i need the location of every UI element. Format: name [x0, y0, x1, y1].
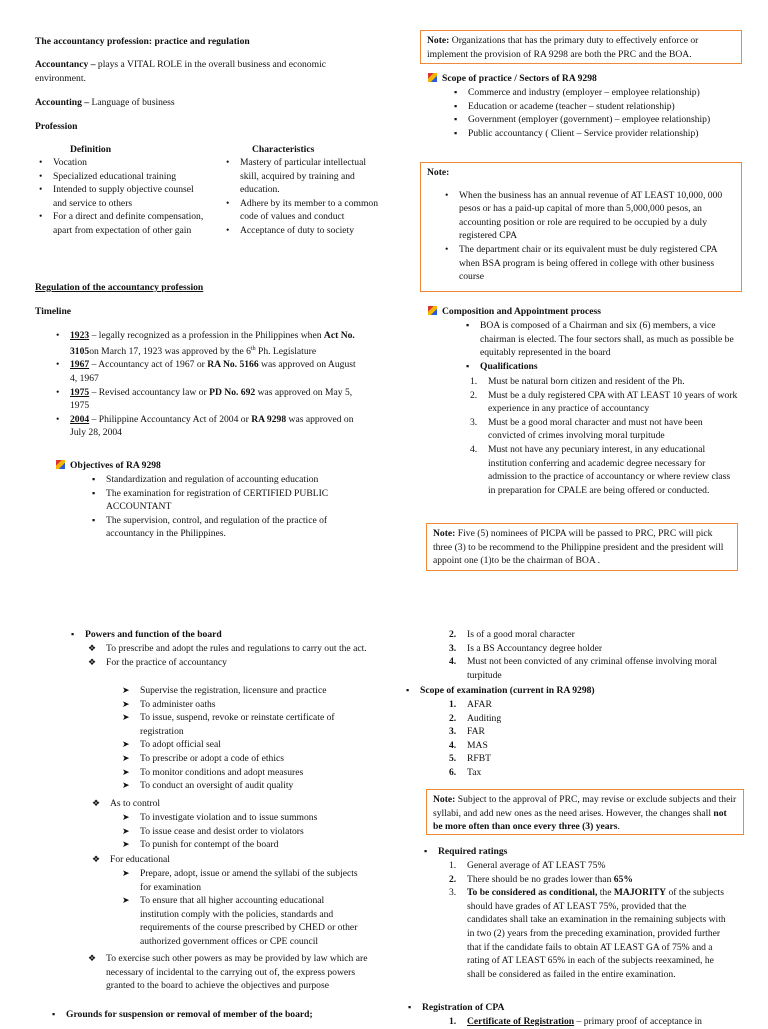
regulation-heading: Regulation of the accountancy profession: [35, 282, 204, 293]
ratings-heading: ▪ Required ratings: [420, 845, 740, 859]
list-item: [449, 628, 739, 642]
list-item: • Acceptance of duty to society: [222, 224, 382, 238]
list-item: • Vocation: [35, 156, 205, 170]
timeline-year: 1967: [70, 359, 90, 371]
characteristics-heading: Characteristics: [252, 144, 315, 155]
accountancy-definition: plays a VITAL ROLE in the overall business and economic environment.: [35, 59, 326, 84]
note-text: Five (5) nominees of PICPA will be passed to PRC, PRC will pick three (3) to be recommend to the Philippine president and the president will appoint one (1)to be the chairman of BOA .: [433, 528, 724, 567]
list-item: ➤ To conduct an oversight of audit quality: [122, 779, 362, 793]
note-text: Organizations that has the primary duty to effectively enforce or implement the provision of RA 9298 are both the PRC and the BOA.: [427, 35, 699, 60]
list-item-text: Must be a good moral character and must not have been convicted of crimes involving moral turpitude: [488, 416, 703, 442]
list-item-emphasis: MAJORITY: [613, 887, 667, 899]
objectives-heading-text: Objectives of RA 9298: [70, 460, 161, 471]
list-item: ❖ To prescribe and adopt the rules and regulations to carry out the act.: [88, 642, 368, 656]
timeline-act: RA 9298: [251, 413, 287, 425]
definition-heading: Definition: [70, 144, 112, 155]
timeline-year: 1923: [70, 330, 90, 341]
list-item-text: RFBT: [467, 753, 491, 765]
list-item: 1. Certificate of Registration – primary proof of acceptance in: [449, 1016, 702, 1027]
list-item: 3. FAR: [449, 726, 485, 738]
definition-list: [35, 156, 205, 238]
flag-bullet-icon: [428, 306, 437, 315]
list-item: • For a direct and definite compensation, apart from expectation of other gain: [35, 210, 205, 237]
list-item: ➤ To punish for contempt of the board: [122, 838, 362, 852]
accounting-paragraph: [35, 96, 175, 110]
list-item: [449, 642, 739, 656]
scope-heading: [428, 72, 597, 86]
registration-list: [404, 1001, 734, 1015]
exam-list: [402, 684, 732, 698]
list-item: ❖ For the practice of accountancy: [88, 656, 368, 670]
grounds-list: [48, 1008, 378, 1022]
list-item-text: Must be natural born citizen and resident of the Ph.: [488, 376, 685, 387]
timeline-text: was approved on August 4, 1967: [70, 359, 356, 384]
list-item: 1. Must be natural born citizen and resident of the Ph.: [470, 376, 685, 387]
list-item: ➤ To ensure that all higher accounting educational institution comply with the policies, standards and requirements of the course prescribed by CHED or other authorized government offices or CPE council: [122, 894, 362, 948]
list-item: ▪ The supervision, control, and regulation of the practice of accountancy in the Philippines.: [88, 514, 368, 541]
item-number: 2.: [449, 629, 457, 640]
composition-list: [462, 319, 738, 373]
timeline-list: [52, 329, 362, 440]
list-item: 5. RFBT: [449, 753, 491, 765]
list-item: ➤ To issue, suspend, revoke or reinstate certificate of registration: [122, 711, 362, 738]
item-number: 4.: [449, 656, 457, 668]
list-item: • The department chair or its equivalent must be duly registered CPA when BSA program is being offered in college with other business course: [441, 243, 735, 284]
timeline-text: – Revised accountancy law or: [89, 386, 210, 398]
composition-heading: [428, 305, 601, 319]
profession-heading: Profession: [35, 121, 78, 132]
list-item-emphasis: Certificate of Registration: [467, 1016, 575, 1027]
list-item: ➤ To adopt official seal: [122, 738, 362, 752]
timeline-text: was approved on July 28, 2004: [70, 413, 354, 439]
timeline-text: – Accountancy act of 1967 or: [89, 359, 208, 371]
powers-heading: ▪ Powers and function of the board: [67, 628, 367, 642]
practice-list: [122, 684, 362, 793]
exam-subjects-list: [449, 698, 649, 780]
grounds-heading: ▪ Grounds for suspension or removal of member of the board;: [48, 1008, 378, 1022]
timeline-act: RA No. 5166: [207, 359, 259, 371]
registration-heading: ▪ Registration of CPA: [404, 1001, 734, 1015]
note-label: Note:: [427, 167, 450, 178]
list-item: 2. Must be a duly registered CPA with AT LEAST 10 years of work experience in any practice of accountancy: [470, 389, 738, 415]
list-item-emphasis: 65%: [613, 873, 633, 885]
list-item-text: FAR: [467, 726, 485, 738]
list-item-text: AFAR: [467, 699, 492, 710]
list-item: ▪ Commerce and industry (employer – employee relationship): [450, 86, 740, 100]
list-item-text: General average of AT LEAST 75%: [467, 860, 606, 871]
objectives-list: [88, 473, 368, 541]
timeline-item: [52, 386, 362, 413]
registration-items: [449, 1015, 739, 1029]
powers-list: [67, 628, 367, 642]
list-item: • Intended to supply objective counsel and service to others: [35, 183, 205, 210]
list-item: • Mastery of particular intellectual skill, acquired by training and education.: [222, 156, 382, 197]
list-item: 3. To be considered as conditional, the MAJORITY of the subjects should have grades of AT LEAST 75%, provided that the candidates shall take an examination in the remaining subjects with in two (2) years from the preceding examination, provided further that if the candidate fails to obtain AT LEAST GA of 75% and a rating of AT LEAST 65% in each of the subjects reexamined, he shall be considered as failed in the entire examination.: [449, 887, 726, 980]
note-text: .: [617, 821, 620, 833]
list-item: ▪ Government (employer (government) – employee relationship): [450, 113, 740, 127]
timeline-heading: Timeline: [35, 306, 72, 317]
note-label: Note:: [433, 794, 456, 805]
list-item: ▪ Public accountancy ( Client – Service provider relationship): [450, 127, 740, 141]
list-item-text: the: [597, 887, 614, 899]
qualifications-continued-list: [449, 628, 739, 682]
note-box-nominees: [426, 523, 738, 571]
note-label: Note:: [433, 528, 456, 539]
list-item-text: Is a BS Accountancy degree holder: [467, 642, 603, 654]
list-item-text: of the subjects should have grades of AT LEAST 75%, provided that the candidates shall take an examination in the remaining subjects with in two (2) years from the preceding examination, provided further that if the candidate fails to obtain AT LEAST GA of 75% and a rating of AT LEAST 65% in each of the subjects reexamined, he shall be considered as failed in the entire examination.: [467, 887, 726, 980]
other-powers-list: [88, 952, 368, 993]
powers-sublist: [88, 642, 368, 669]
list-item: ▪ Standardization and regulation of accounting education: [88, 473, 368, 487]
list-item: ❖ To exercise such other powers as may be provided by law which are necessary of incidental to the carrying out of, the express powers granted to the board to achieve the objectives and purpose: [88, 952, 368, 993]
list-item: ➤ Supervise the registration, licensure and practice: [122, 684, 362, 698]
composition-heading-text: Composition and Appointment process: [442, 306, 601, 317]
list-item-text: There should be no grades lower than: [467, 873, 614, 885]
list-item: 2. Auditing: [449, 712, 502, 724]
accounting-definition: Language of business: [89, 97, 175, 108]
educational-list: [92, 853, 362, 867]
ratings-items: [449, 859, 727, 981]
timeline-text: was approved on May 5, 1975: [70, 386, 353, 412]
scope-list: [450, 86, 740, 140]
list-item: • Specialized educational training: [35, 170, 205, 184]
list-item-text: Must not have any pecuniary interest, in any educational institution conferring and academic degree necessary for admission to the practice of accountancy or where review class in preparation for CPALE are being offered or conducted.: [488, 443, 731, 496]
list-item: 4. Must not have any pecuniary interest, in any educational institution conferring and academic degree necessary for admission to the practice of accountancy or where review class in preparation for CPALE are being offered or conducted.: [470, 443, 731, 496]
list-item: ➤ To administer oaths: [122, 698, 362, 712]
list-item: 6. Tax: [449, 766, 482, 778]
timeline-item: [52, 413, 362, 440]
accountancy-paragraph: [35, 58, 375, 85]
timeline-text: – legally recognized as a profession in the Philippines when: [89, 330, 324, 341]
exam-heading: ▪ Scope of examination (current in RA 9298): [402, 684, 732, 698]
list-item-text: Tax: [467, 766, 482, 778]
timeline-text: – Philippine Accountancy Act of 2004 or: [89, 413, 252, 425]
timeline-item: [52, 358, 362, 385]
list-item-text: Auditing: [467, 712, 502, 724]
list-item: • When the business has an annual revenue of AT LEAST 10,000, 000 pesos or has a paid-up capital of more than 5,000,000 pesos, an accounting position or role are required to be occupied by a duly registered CPA: [441, 189, 735, 243]
list-item: ➤ To prescribe or adopt a code of ethics: [122, 752, 362, 766]
list-item: ➤ To investigate violation and to issue summons: [122, 811, 362, 825]
control-list: [92, 797, 362, 811]
list-item: 2. There should be no grades lower than 65%: [449, 873, 633, 885]
note-text: Subject to the approval of PRC, may revise or exclude subjects and their syllabi, and add new ones as the need arises. However, the changes shall: [433, 794, 737, 819]
list-item-text: Must not been convicted of any criminal offense involving moral turpitude: [467, 656, 717, 681]
list-item: 1. General average of AT LEAST 75%: [449, 860, 606, 871]
flag-bullet-icon: [428, 73, 437, 82]
list-item: ▪ BOA is composed of a Chairman and six (6) members, a vice chairman is elected. The four sectors shall, as much as possible be equitably represented in the board: [462, 319, 738, 360]
timeline-sup: th: [250, 345, 256, 352]
list-item-text: – primary proof of acceptance in: [574, 1016, 702, 1027]
educational-heading: ❖ For educational: [92, 853, 362, 867]
qualifications-list: [470, 375, 738, 497]
item-number: 3.: [449, 642, 457, 654]
note-box-requirements: [420, 162, 742, 292]
accountancy-term: Accountancy –: [35, 59, 96, 70]
note-label: Note:: [427, 35, 450, 46]
list-item-emphasis: To be considered as conditional,: [467, 887, 598, 899]
flag-bullet-icon: [56, 460, 65, 469]
qualifications-heading: ▪ Qualifications: [462, 360, 738, 374]
list-item: 1. AFAR: [449, 699, 492, 710]
timeline-year: 1975: [70, 386, 90, 398]
list-item-text: Is of a good moral character: [467, 629, 575, 640]
note-box-enforcement: [420, 30, 742, 64]
control-heading: ❖ As to control: [92, 797, 362, 811]
list-item: ➤ To issue cease and desist order to violators: [122, 825, 362, 839]
accounting-term: Accounting –: [35, 97, 90, 108]
list-item-text: Must be a duly registered CPA with AT LEAST 10 years of work experience in any practice of accountancy: [488, 389, 738, 415]
timeline-act: PD No. 692: [209, 386, 256, 398]
timeline-text: on March 17, 1923 was approved by the 6: [89, 345, 251, 357]
scope-heading-text: Scope of practice / Sectors of RA 9298: [442, 73, 597, 84]
list-item: ➤ Prepare, adopt, issue or amend the syllabi of the subjects for examination: [122, 867, 362, 894]
list-item: ➤ To monitor conditions and adopt measures: [122, 766, 362, 780]
list-item: ▪ The examination for registration of CERTIFIED PUBLIC ACCOUNTANT: [88, 487, 368, 514]
objectives-heading: [56, 459, 161, 473]
timeline-text: Ph. Legislature: [255, 345, 317, 357]
list-item: [449, 655, 739, 682]
timeline-year: 2004: [70, 413, 90, 425]
note-emphasis: not be more often than once every three (3) years: [433, 807, 727, 833]
control-sublist: [122, 811, 362, 852]
characteristics-list: [222, 156, 382, 238]
list-item: 3. Must be a good moral character and must not have been convicted of crimes involving moral turpitude: [470, 416, 703, 442]
educational-sublist: [122, 867, 362, 949]
timeline-item: [52, 329, 362, 358]
list-item: ▪ Education or academe (teacher – student relationship): [450, 100, 740, 114]
note-box-exam-changes: [426, 789, 744, 835]
list-item: 4. MAS: [449, 739, 488, 751]
list-item-text: MAS: [467, 739, 488, 751]
ratings-list: [420, 845, 740, 859]
note-list: [427, 189, 735, 284]
doc-title: The accountancy profession: practice and regulation: [35, 36, 250, 47]
timeline-act: Act No. 3105: [70, 330, 355, 357]
list-item: • Adhere by its member to a common code of values and conduct: [222, 197, 382, 224]
